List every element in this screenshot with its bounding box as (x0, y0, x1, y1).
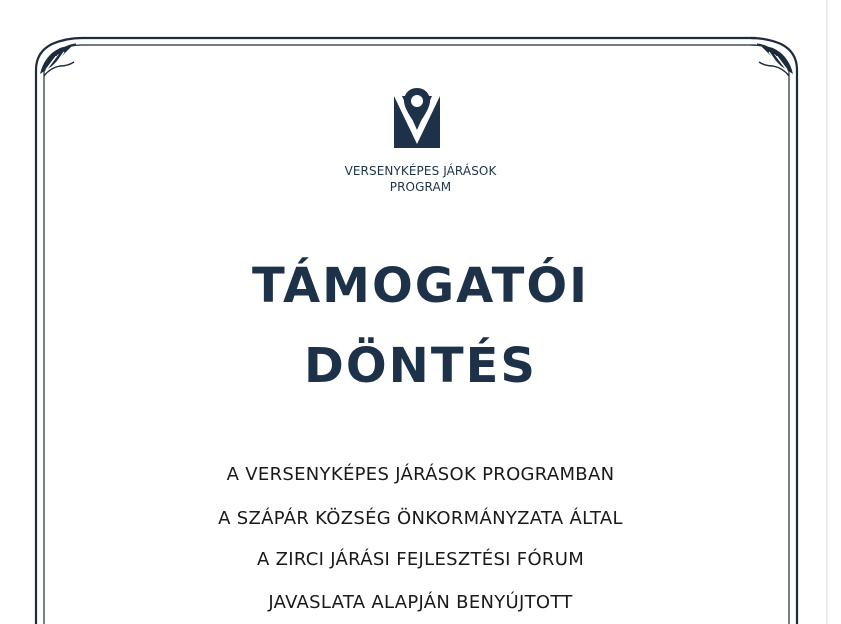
body-text-line: A SZÁPÁR KÖZSÉG ÖNKORMÁNYZATA ÁLTAL (218, 508, 623, 529)
body-text-line: JAVASLATA ALAPJÁN BENYÚJTOTT (268, 592, 573, 613)
program-name-line2: PROGRAM (389, 180, 452, 194)
document-title-line2: DÖNTÉS (304, 338, 537, 394)
program-name-line1: VERSENYKÉPES JÁRÁSOK (344, 164, 497, 178)
corner-ornament-top-left-icon (36, 38, 82, 84)
body-text-line: A ZIRCI JÁRÁSI FEJLESZTÉSI FÓRUM (256, 549, 585, 570)
body-text-line: A VERSENYKÉPES JÁRÁSOK PROGRAMBAN (226, 464, 615, 485)
program-logo-icon (392, 86, 442, 150)
corner-ornament-top-right-icon (751, 38, 797, 84)
document-title-line1: TÁMOGATÓI (252, 258, 589, 314)
